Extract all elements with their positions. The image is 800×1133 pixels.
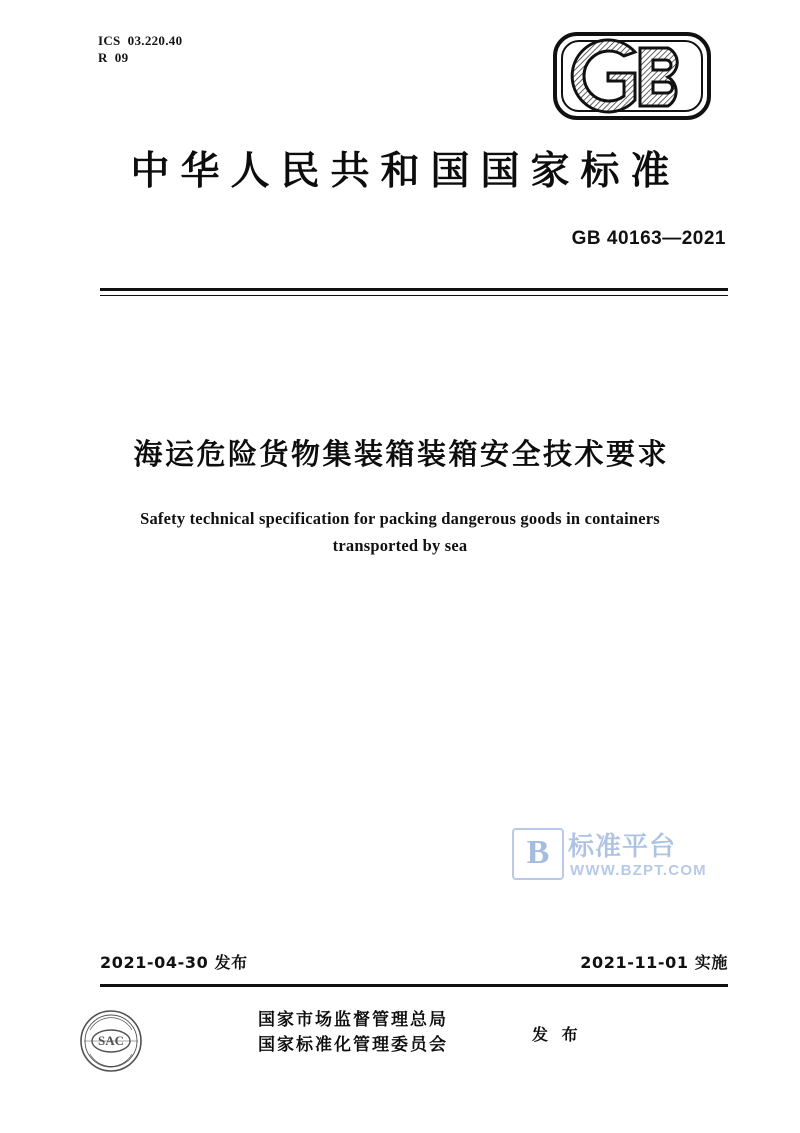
svg-text:SAC: SAC	[97, 1033, 125, 1048]
document-title-english	[120, 505, 680, 559]
sac-emblem-icon	[78, 1008, 144, 1074]
issuing-organizations	[258, 1008, 448, 1058]
ics-classification-block	[98, 32, 182, 66]
implementation-date: 2021-11-01 实施	[580, 953, 728, 972]
header-divider-thick	[100, 288, 728, 291]
watermark-main-text: 标准平台	[568, 832, 677, 862]
standard-number: GB 40163—2021	[571, 228, 726, 249]
page-title: 中华人民共和国国家标准	[130, 149, 681, 194]
publish-word: 发 布	[532, 1025, 582, 1044]
issue-date: 2021-04-30 发布	[100, 953, 248, 972]
footer-divider-thick	[100, 984, 728, 987]
document-title-english-line2: transported by sea	[332, 536, 468, 555]
document-title-english-line1: Safety technical specification for packing dangerous goods in containers	[140, 509, 660, 528]
watermark-badge-icon: B	[512, 828, 564, 880]
watermark-url-text: WWW.BZPT.COM	[570, 862, 707, 879]
ics-code: ICS 03.220.40	[98, 33, 183, 48]
classification-code: R 09	[98, 50, 129, 65]
issuer-line-2: 国家标准化管理委员会	[258, 1035, 448, 1055]
document-title-chinese: 海运危险货物集装箱装箱安全技术要求	[133, 437, 669, 471]
watermark	[512, 826, 742, 896]
gb-logo-icon	[552, 30, 712, 122]
header-divider-thin	[100, 295, 728, 296]
issuer-line-1: 国家市场监督管理总局	[258, 1010, 448, 1030]
